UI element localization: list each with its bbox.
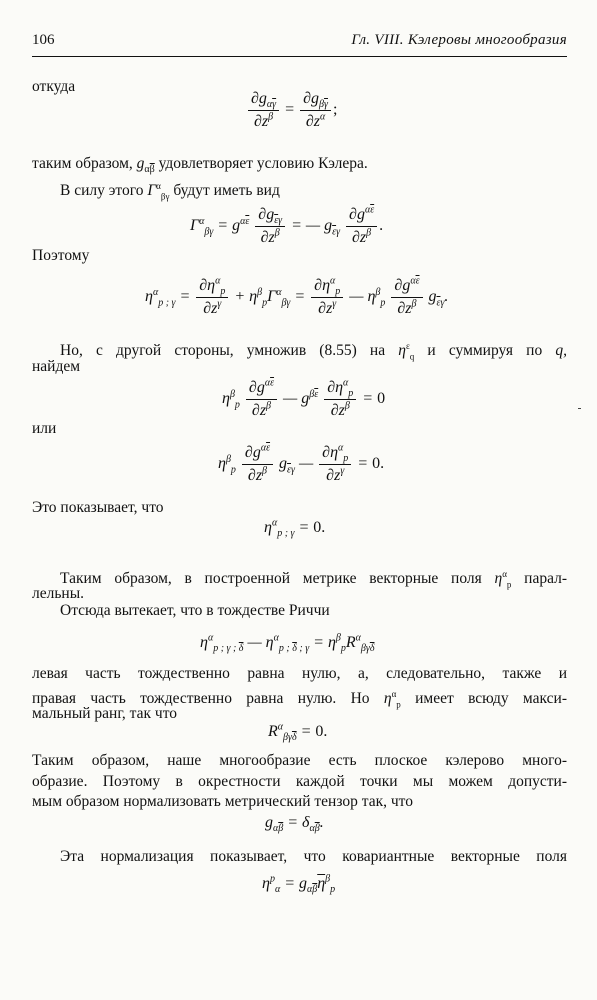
margin-mark xyxy=(578,408,581,409)
text-line: Отсюда вытекает, что в тождестве Риччи xyxy=(60,602,330,619)
equation-ricci-identity: $\eta^\alpha_{p ; \gamma ; \overline{\delta}}$ — $\eta^\alpha_{p ; \overline{\delta} ; \gamma} = \eta^\beta_pR^\alpha_{\beta\gamma\overline{\delta}}$ xyxy=(200,632,375,655)
equation-kahler-condition: $\frac{\partial g_{\alpha\overline{\gamma}}}{\partial z^\beta}$ = $\frac{\partial g_{\beta\overline{\gamma}}}{\partial z^\alpha}$ ; xyxy=(246,89,337,132)
text-line: Но, с другой стороны, умножив (8.55) на $\eta^\varepsilon_q$ и суммируя по q, xyxy=(60,341,568,362)
page-number: 106 xyxy=(32,32,55,48)
equation-normalization: $g_{\alpha\overline{\beta}} = \delta_{\alpha\overline{\beta}}$. xyxy=(265,814,324,835)
text-line: таким образом, $g_{\alpha\overline{\beta}}$ удовлетворяет условию Кэлера. xyxy=(32,155,368,176)
text-line: Таким образом, наше многообразие есть плоское кэлерово много- xyxy=(32,752,567,769)
equation-found-1: $\eta^\beta_p$ $\frac{\partial g^{\alpha\overline{\varepsilon}}}{\partial z^\beta}$ — $g^{\beta\overline{\varepsilon}}$ $\frac{\partial\eta^\alpha_p}{\partial z^\beta}$ = 0 xyxy=(222,377,386,419)
running-title: Гл. VIII. Кэлеровы многообразия xyxy=(351,32,567,48)
text-line: образие. Поэтому в окрестности каждой точки мы можем допусти- xyxy=(32,773,567,790)
text-line: левая часть тождественно равна нулю, а, следовательно, также и xyxy=(32,665,567,682)
header-rule xyxy=(32,56,567,57)
text-line: Поэтому xyxy=(32,247,90,264)
running-header xyxy=(32,30,567,52)
text-line: откуда xyxy=(32,78,76,95)
text-line: найдем xyxy=(32,358,81,375)
text-line: Эта нормализация показывает, что ковариантные векторные поля xyxy=(60,848,567,865)
text-line: В силу этого $\Gamma^\alpha_{\beta\gamma}$ будут иметь вид xyxy=(60,181,280,202)
text-line: Это показывает, что xyxy=(32,499,164,516)
text-line: правая часть тождественно равна нулю. Но $\eta^\alpha_p$ имеет всюду макси- xyxy=(32,689,567,710)
text-line: Таким образом, в построенной метрике векторные поля $\eta^\alpha_p$ парал- xyxy=(60,569,567,590)
equation-covariant-fields: $\eta^p_\alpha = g_{\alpha\overline{\beta}}\overline{\eta}^\beta_p$ xyxy=(262,873,336,896)
text-line: мальный ранг, так что xyxy=(32,705,178,722)
equation-parallel: $\eta^\alpha_{p ; \gamma} = 0$. xyxy=(264,517,326,540)
equation-curvature-zero: $R^\alpha_{\beta\gamma\overline{\delta}} = 0$. xyxy=(268,721,328,744)
text-line: лельны. xyxy=(32,585,85,602)
equation-covariant-derivative: $\eta^\alpha_{p ; \gamma}$ = $\frac{\partial\eta^\alpha_p}{\partial z^\gamma}$ + $\eta^\beta_p\Gamma^\alpha_{\beta\gamma}$ = $\frac{\partial\eta^\alpha_p}{\partial z^\gamma}$ — $\eta^\beta_p$ $\frac{\partial g^{\alpha\overline{\varepsilon}}}{\partial z^\beta}$ $g_{\overline{\varepsilon}\gamma}$. xyxy=(145,275,449,317)
text-line: или xyxy=(32,420,57,437)
equation-found-2: $\eta^\beta_p$ $\frac{\partial g^{\alpha\overline{\varepsilon}}}{\partial z^\beta}$ $g_{\overline{\varepsilon}\gamma}$ — $\frac{\partial\eta^\alpha_p}{\partial z^\gamma}$ = 0. xyxy=(218,442,385,484)
text-line: мым образом нормализовать метрический тензор так, что xyxy=(32,793,413,810)
equation-christoffel: $\Gamma^\alpha_{\beta\gamma} = g^{\alpha\overline{\varepsilon}}$ $\frac{\partial g_{\overline{\varepsilon}\gamma}}{\partial z^\beta}$ = — $g_{\overline{\varepsilon}\gamma}$ $\frac{\partial g^{\alpha\overline{\varepsilon}}}{\partial z^\beta}$ . xyxy=(190,204,384,246)
